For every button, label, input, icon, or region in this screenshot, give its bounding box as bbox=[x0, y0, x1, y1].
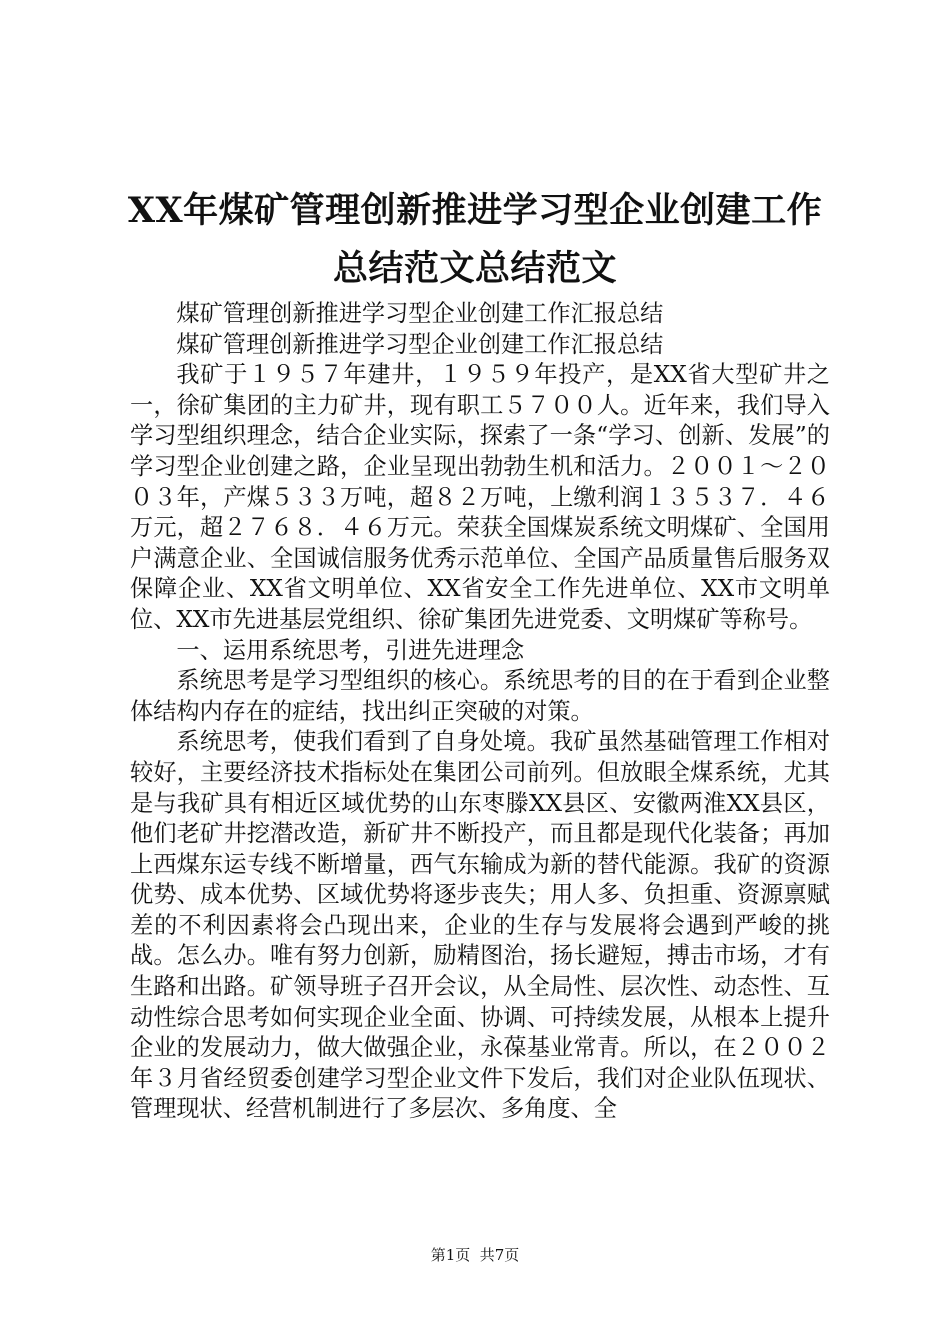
section-heading: 一、运用系统思考，引进先进理念 bbox=[176, 636, 525, 664]
paragraph: 我矿于１９５７年建井，１９５９年投产，是XX省大型矿井之一，徐矿集团的主力矿井，现有职工５７００人。近年来，我们导入学习型组织理念，结合企业实际，探索了一条“学习、创新、发展”的学习型企业创建之路，企业呈现出勃勃生机和活力。２００１～２００３年，产煤５３３万吨，超８２万吨，上缴利润１３５３７．４６万元，超２７６８．４６万元。荣获全国煤炭系统文明煤矿、全国用户满意企业、全国诚信服务优秀示范单位、全国产品质量售后服务双保障企业、XX省文明单位、XX省安全工作先进单位、XX市文明单位、XX市先进基层党组织、徐矿集团先进党委、文明煤矿等称号。 bbox=[130, 361, 830, 633]
page-number-footer: 第1页 共7页 bbox=[430, 1246, 520, 1264]
document-title-line-1: XX年煤矿管理创新推进学习型企业创建工作 bbox=[127, 190, 823, 231]
document-body bbox=[130, 299, 830, 1125]
paragraph: 系统思考是学习型组织的核心。系统思考的目的在于看到企业整体结构内存在的症结，找出纠正突破的对策。 bbox=[130, 667, 830, 725]
paragraph: 煤矿管理创新推进学习型企业创建工作汇报总结 bbox=[176, 330, 664, 358]
paragraph: 煤矿管理创新推进学习型企业创建工作汇报总结 bbox=[176, 300, 664, 327]
document-title-line-2: 总结范文总结范文 bbox=[332, 248, 617, 289]
paragraph: 系统思考，使我们看到了自身处境。我矿虽然基础管理工作相对较好，主要经济技术指标处在集团公司前列。但放眼全煤系统，尤其是与我矿具有相近区域优势的山东枣滕XX县区、安徽两淮XX县区，他们老矿井挖潜改造，新矿井不断投产，而且都是现代化装备；再加上西煤东运专线不断增量，西气东输成为新的替代能源。我矿的资源优势、成本优势、区域优势将逐步丧失；用人多、负担重、资源禀赋差的不利因素将会凸现出来，企业的生存与发展将会遇到严峻的挑战。怎么办。唯有努力创新，励精图治，扬长避短，搏击市场，才有生路和出路。矿领导班子召开会议，从全局性、层次性、动态性、互动性综合思考如何实现企业全面、协调、可持续发展，从根本上提升企业的发展动力，做大做强企业，永葆基业常青。所以，在２００２年３月省经贸委创建学习型企业文件下发后，我们对企业队伍现状、管理现状、经营机制进行了多层次、多角度、全 bbox=[130, 728, 830, 1123]
